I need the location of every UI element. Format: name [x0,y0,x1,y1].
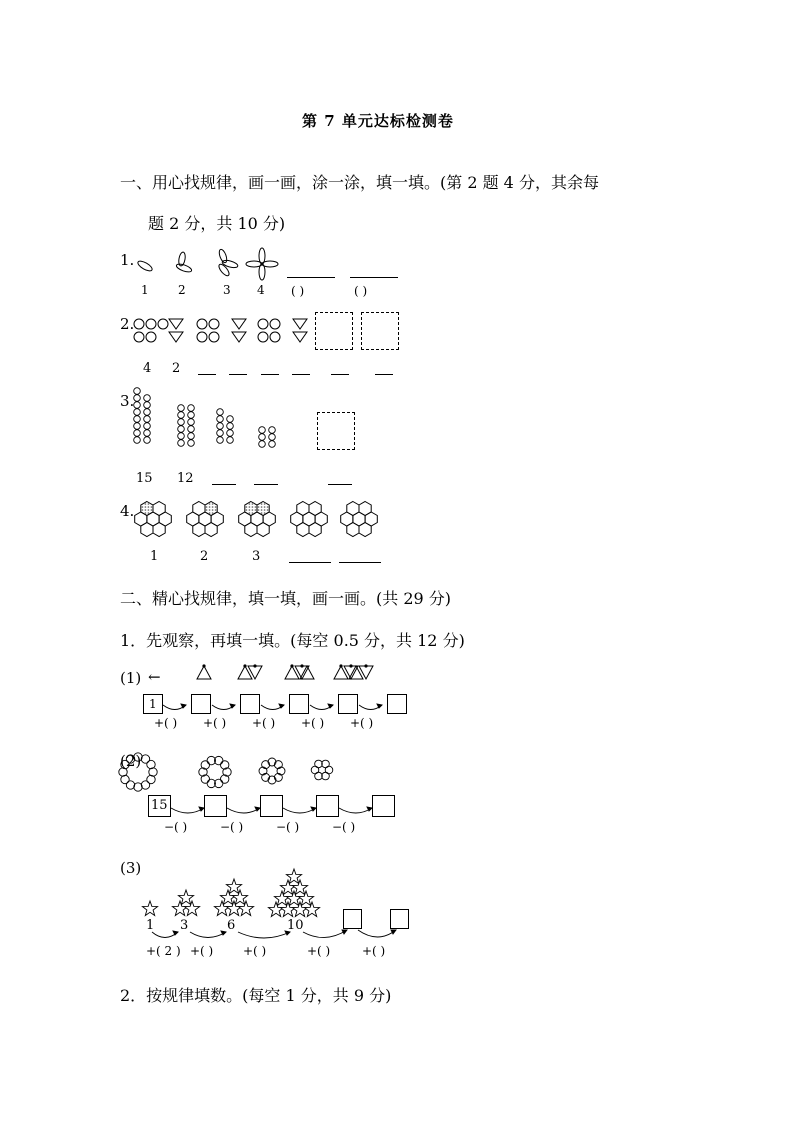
q1-label-4: 4 [257,283,265,297]
p1-start-box: 1 [143,694,163,714]
q1-paren-2[interactable]: ( ) [354,284,368,298]
p2-op-4[interactable]: −( ) [332,820,356,834]
p3-answer-box-2[interactable] [390,909,409,929]
q2-count-2: 2 [172,361,181,376]
q1-label-3: 3 [223,283,231,297]
p3-arcs [152,930,396,938]
page-title: 第 7 单元达标检测卷 [302,112,454,130]
p3-number-2: 3 [180,918,189,933]
p2-op-1[interactable]: −( ) [164,820,188,834]
q3-count-1: 15 [136,471,153,486]
q1-number: 1. [120,251,135,269]
p3-label: (3) [120,859,142,877]
p2-label: (2) [120,752,142,770]
p1-op-3[interactable]: +( ) [252,716,276,730]
q1-paren-1[interactable]: ( ) [291,284,305,298]
star-triangle-2-icon [172,890,199,916]
q3-count-2: 12 [177,471,194,486]
p1-op-2[interactable]: +( ) [203,716,227,730]
q2-number: 2. [120,315,135,333]
star-triangle-1-icon [142,901,157,916]
q2-count-1: 4 [143,361,152,376]
p3-answer-box-1[interactable] [343,909,362,929]
q4-number: 4. [120,502,135,520]
star-triangle-4-icon [268,869,319,917]
section2-heading: 二、精心找规律，填一填，画一画。(共 29 分) [120,589,452,608]
p1-op-4[interactable]: +( ) [301,716,325,730]
q4-label-2: 2 [200,549,209,564]
p3-op-1: +( 2 ) [146,944,181,958]
p3-op-3[interactable]: +( ) [243,944,267,958]
left-arrow-icon: ← [148,668,161,686]
section1-heading-line1: 一、用心找规律，画一画，涂一涂，填一填。(第 2 题 4 分，其余每 [120,173,599,192]
p2-op-2[interactable]: −( ) [220,820,244,834]
p2-start-box: 15 [148,795,171,817]
q1-label-1: 1 [141,283,149,297]
p1-op-5[interactable]: +( ) [350,716,374,730]
p1-label: (1) [120,669,142,687]
p2-op-3[interactable]: −( ) [276,820,300,834]
section2-q2-heading: 2．按规律填数。(每空 1 分，共 9 分) [120,986,392,1005]
p3-number-1: 1 [146,918,155,933]
star-triangle-3-icon [214,879,253,916]
q3-number: 3. [120,392,135,410]
p3-number-4: 10 [287,918,304,933]
q1-label-2: 2 [178,283,186,297]
p3-op-2[interactable]: +( ) [190,944,214,958]
p1-op-1[interactable]: +( ) [154,716,178,730]
p3-op-4[interactable]: +( ) [307,944,331,958]
p3-op-5[interactable]: +( ) [362,944,386,958]
q4-label-3: 3 [252,549,261,564]
section2-q1-heading: 1．先观察，再填一填。(每空 0.5 分，共 12 分) [120,631,465,650]
q4-label-1: 1 [150,549,159,564]
p3-number-3: 6 [227,918,236,933]
section1-heading-line2: 题 2 分，共 10 分) [148,214,286,233]
